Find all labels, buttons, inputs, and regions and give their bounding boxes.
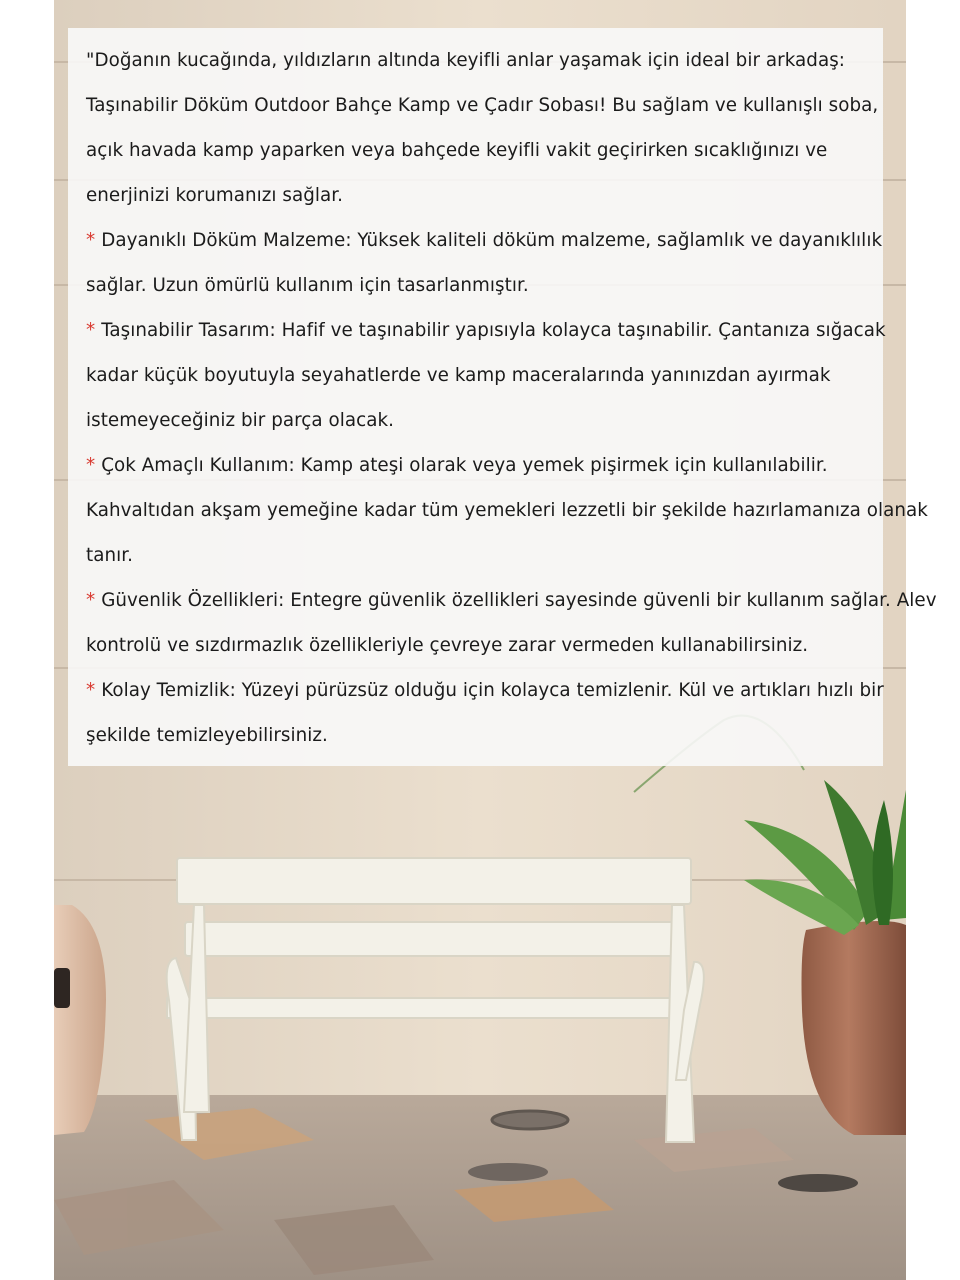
feature-line: tanır. xyxy=(86,545,133,566)
feature-line: * Taşınabilir Tasarım: Hafif ve taşınabilir yapısıyla kolayca taşınabilir. Çantanıza sığacak xyxy=(86,320,886,341)
feature-line: istemeyeceğiniz bir parça olacak. xyxy=(86,410,394,431)
bullet-star: * xyxy=(86,230,96,251)
intro-line: "Doğanın kucağında, yıldızların altında keyifli anlar yaşamak için ideal bir arkadaş: xyxy=(86,50,845,71)
feature-line: * Çok Amaçlı Kullanım: Kamp ateşi olarak veya yemek pişirmek için kullanılabilir. xyxy=(86,455,828,476)
bullet-star: * xyxy=(86,590,96,611)
bullet-star: * xyxy=(86,680,96,701)
feature-line: * Dayanıklı Döküm Malzeme: Yüksek kaliteli döküm malzeme, sağlamlık ve dayanıklılık xyxy=(86,230,883,251)
floor-drain xyxy=(778,1174,858,1192)
feature-line: sağlar. Uzun ömürlü kullanım için tasarlanmıştır. xyxy=(86,275,529,296)
product-description-card xyxy=(68,28,937,766)
feature-line: * Güvenlik Özellikleri: Entegre güvenlik özellikleri sayesinde güvenli bir kullanım sağlar. Alev xyxy=(86,590,937,611)
intro-line: açık havada kamp yaparken veya bahçede keyifli vakit geçirirken sıcaklığınızı ve xyxy=(86,140,828,161)
bullet-star: * xyxy=(86,320,96,341)
feature-line: şekilde temizleyebilirsiniz. xyxy=(86,725,328,746)
floor-drain xyxy=(492,1111,568,1129)
floor-drain xyxy=(468,1163,548,1181)
feature-line: kadar küçük boyutuyla seyahatlerde ve kamp maceralarında yanınızdan ayırmak xyxy=(86,365,831,386)
feature-line: Kahvaltıdan akşam yemeğine kadar tüm yemekleri lezzetli bir şekilde hazırlamanıza olanak xyxy=(86,500,928,521)
intro-line: Taşınabilir Döküm Outdoor Bahçe Kamp ve Çadır Sobası! Bu sağlam ve kullanışlı soba, xyxy=(86,95,879,116)
bullet-star: * xyxy=(86,455,96,476)
feature-line: kontrolü ve sızdırmazlık özellikleriyle çevreye zarar vermeden kullanabilirsiniz. xyxy=(86,635,809,656)
intro-line: enerjinizi korumanızı sağlar. xyxy=(86,185,344,206)
feature-line: * Kolay Temizlik: Yüzeyi pürüzsüz olduğu için kolayca temizlenir. Kül ve artıkları hızlı bir xyxy=(86,680,884,701)
